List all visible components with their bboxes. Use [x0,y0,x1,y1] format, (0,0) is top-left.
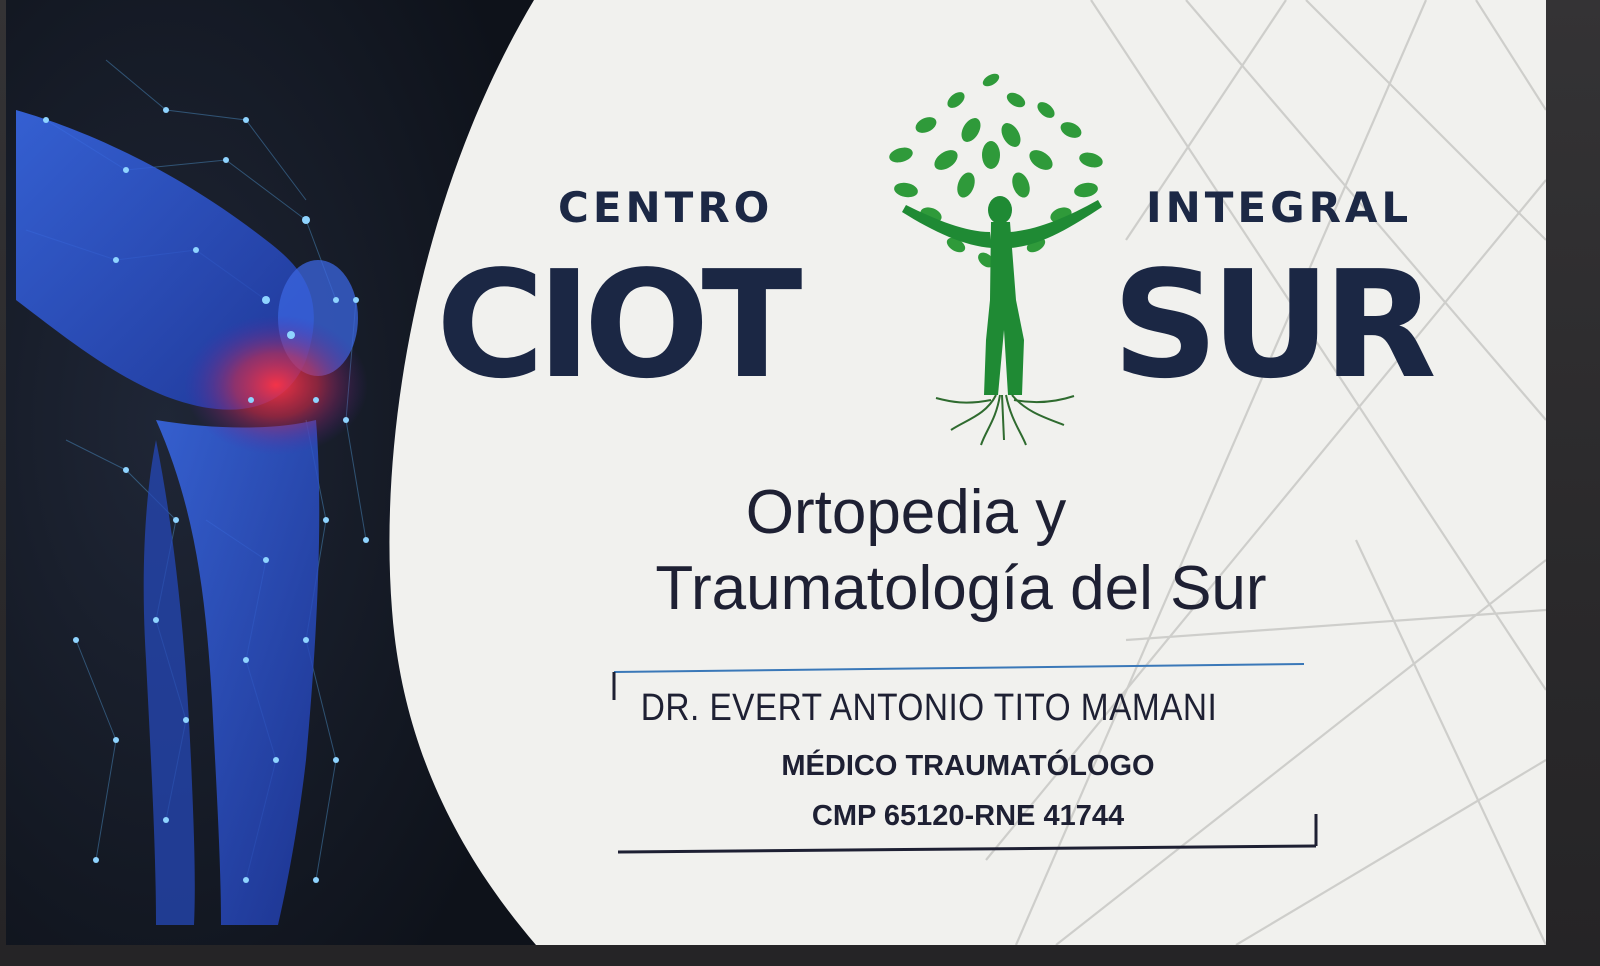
brand-integral: INTEGRAL [1146,183,1413,232]
business-card [6,0,1546,945]
brand-centro: CENTRO [558,183,774,232]
brand-ciot: CIOT [436,239,795,411]
specialty-line-2: Traumatología del Sur [655,554,1267,623]
doctor-title: MÉDICO TRAUMATÓLOGO [781,750,1155,782]
doctor-name: DR. EVERT ANTONIO TITO MAMANI [640,687,1218,729]
brand-sur: SUR [1112,239,1429,411]
card-artwork [6,0,1546,945]
doctor-registration: CMP 65120-RNE 41744 [811,800,1125,832]
tree-person-logo [888,71,1105,445]
decorative-lines [986,0,1546,945]
specialty-line-1: Ortopedia y [745,478,1067,547]
